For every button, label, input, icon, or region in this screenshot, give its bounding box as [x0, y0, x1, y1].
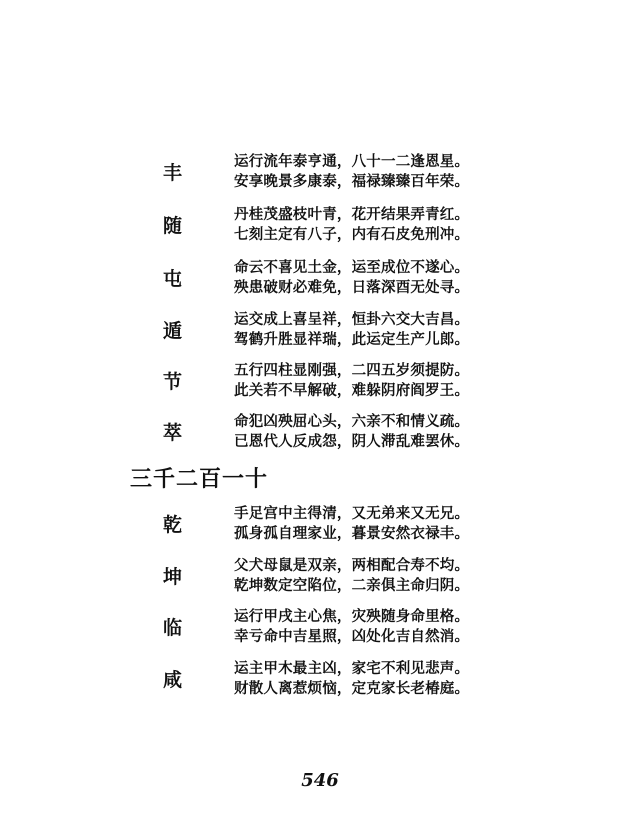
verse-line-2: 幸亏命中吉星照，凶处化吉自然消。	[234, 628, 470, 645]
verse-entry	[0, 608, 640, 652]
hexagram-name: 乾	[163, 514, 183, 536]
verse-entry	[0, 259, 640, 303]
verse-line-2: 殃患破财必难免，日落深酉无处寻。	[234, 279, 470, 296]
verse-line-1: 运交成上喜呈祥，恒卦六交大吉昌。	[234, 311, 470, 328]
hexagram-name: 萃	[163, 422, 183, 444]
hexagram-name: 咸	[163, 669, 183, 691]
verse-line-1: 手足宫中主得清，又无弟来又无兄。	[234, 505, 470, 522]
verse-line-2: 驾鹤升胜显祥瑞，此运定生产儿郎。	[234, 331, 470, 348]
hexagram-name: 丰	[163, 162, 183, 184]
verse-line-1: 运行流年泰亨通，八十一二逢恩星。	[234, 153, 470, 170]
verse-line-2: 财散人离惹烦恼，定克家长老椿庭。	[234, 680, 470, 697]
page-number: 546	[301, 770, 339, 791]
verse-entry	[0, 557, 640, 601]
verse-entry	[0, 505, 640, 549]
hexagram-name: 节	[163, 371, 183, 393]
hexagram-name: 临	[163, 617, 183, 639]
verse-line-2: 安享晚景多康泰，福禄臻臻百年荣。	[234, 173, 470, 190]
section-heading: 三千二百一十	[130, 466, 269, 492]
verse-line-2: 乾坤数定空陷位，二亲俱主命归阴。	[234, 577, 470, 594]
verse-line-2: 孤身孤自理家业，暮景安然衣禄丰。	[234, 525, 470, 542]
verse-entry	[0, 153, 640, 197]
hexagram-name: 屯	[163, 268, 183, 290]
verse-entry	[0, 413, 640, 457]
verse-line-1: 五行四柱显刚强，二四五岁须提防。	[234, 362, 470, 379]
verse-line-1: 运行甲戌主心焦，灾殃随身命里格。	[234, 608, 470, 625]
verse-line-1: 丹桂茂盛枝叶青，花开结果弄青红。	[234, 206, 470, 223]
verse-line-1: 运主甲木最主凶，家宅不利见悲声。	[234, 660, 470, 677]
verse-line-2: 此关若不早解破，难躲阴府阎罗王。	[234, 382, 470, 399]
verse-line-1: 命云不喜见土金，运至成位不遂心。	[234, 259, 470, 276]
verse-entry	[0, 206, 640, 250]
verse-line-2: 已恩代人反成怨，阴人滞乱难罢休。	[234, 433, 470, 450]
hexagram-name: 随	[163, 215, 183, 237]
verse-entry	[0, 362, 640, 406]
verse-line-1: 命犯凶殃屈心头，六亲不和情义疏。	[234, 413, 470, 430]
hexagram-name: 坤	[163, 566, 183, 588]
verse-entry	[0, 660, 640, 704]
verse-line-2: 七刻主定有八子，内有石皮免刑冲。	[234, 226, 470, 243]
verse-line-1: 父犬母鼠是双亲，两相配合寿不均。	[234, 557, 470, 574]
verse-entry	[0, 311, 640, 355]
hexagram-name: 遁	[163, 320, 183, 342]
